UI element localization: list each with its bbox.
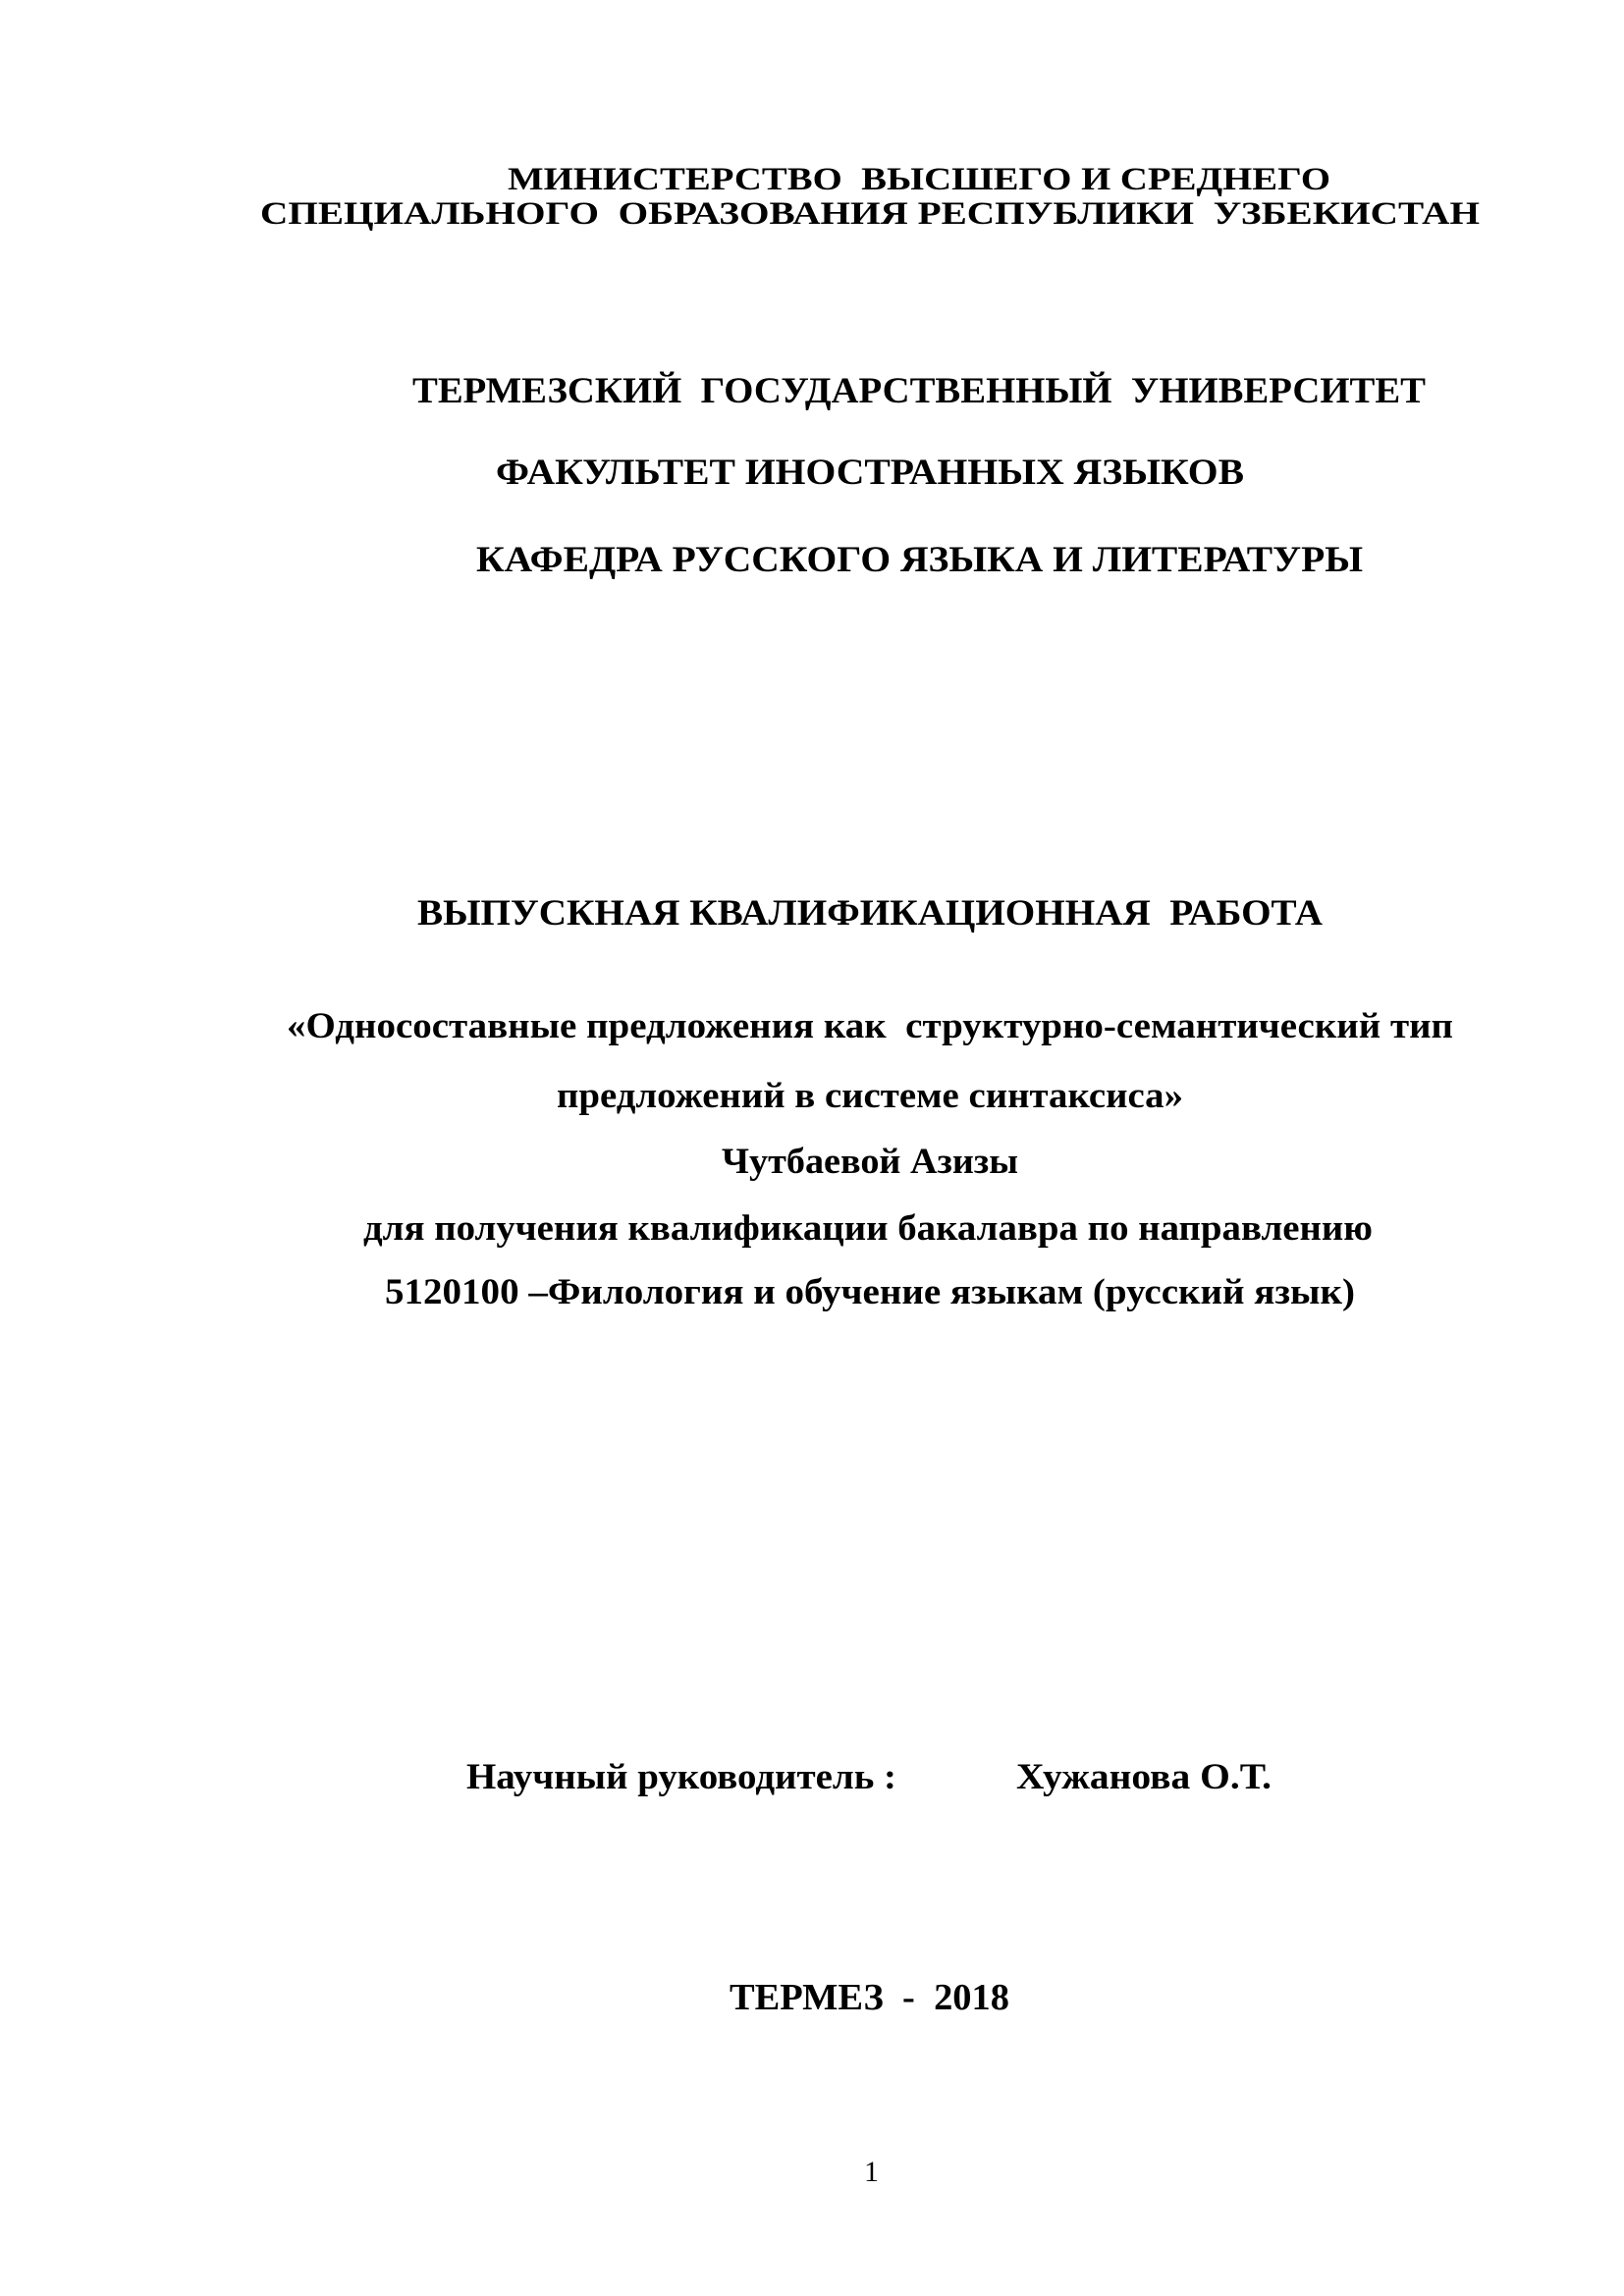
supervisor-label: Научный руководитель : — [466, 1757, 896, 1797]
city-year: ТЕРМЕЗ - 2018 — [730, 1977, 1009, 2018]
department-name: КАФЕДРА РУССКОГО ЯЗЫКА И ЛИТЕРАТУРЫ — [476, 540, 1363, 580]
author-name: Чутбаевой Азизы — [722, 1142, 1018, 1182]
ministry-line-2: СПЕЦИАЛЬНОГО ОБРАЗОВАНИЯ РЕСПУБЛИКИ УЗБЕКИСТАН — [260, 196, 1481, 232]
ministry-line-1: МИНИСТЕРСТВО ВЫСШЕГО И СРЕДНЕГО — [508, 162, 1330, 197]
degree-purpose-line-1: для получения квалификации бакалавра по направлению — [363, 1208, 1373, 1249]
supervisor-name: Хужанова О.Т. — [1016, 1757, 1272, 1797]
faculty-name: ФАКУЛЬТЕТ ИНОСТРАННЫХ ЯЗЫКОВ — [496, 453, 1244, 493]
page-number: 1 — [864, 2156, 879, 2188]
degree-purpose-line-2: 5120100 –Филология и обучение языкам (русский язык) — [385, 1272, 1355, 1312]
thesis-title-line-2: предложений в системе синтаксиса» — [557, 1076, 1183, 1116]
thesis-type: ВЫПУСКНАЯ КВАЛИФИКАЦИОННАЯ РАБОТА — [417, 893, 1324, 934]
thesis-title-line-1: «Односоставные предложения как структурно-семантический тип — [287, 1006, 1453, 1046]
university-name: ТЕРМЕЗСКИЙ ГОСУДАРСТВЕННЫЙ УНИВЕРСИТЕТ — [412, 371, 1380, 411]
